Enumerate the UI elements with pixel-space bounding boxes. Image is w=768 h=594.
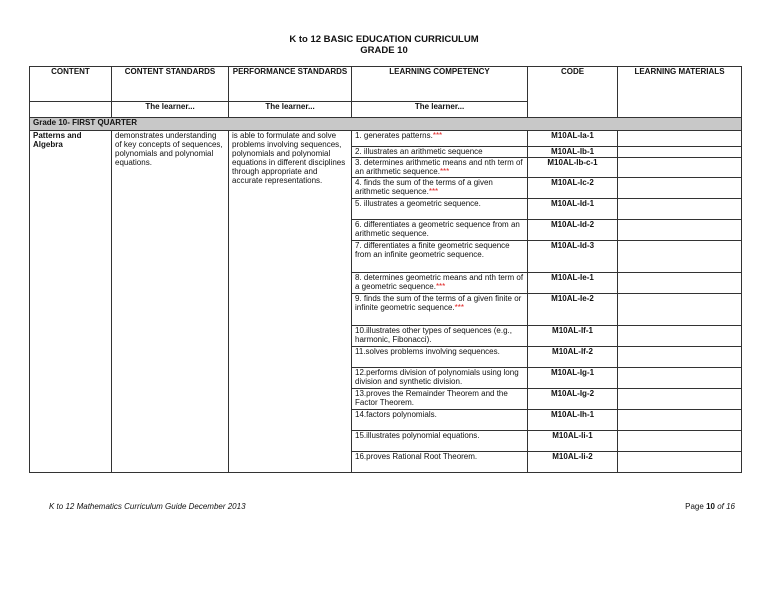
code-cell: M10AL-Id-2	[528, 220, 618, 241]
competency-cell	[352, 158, 528, 178]
materials-cell	[618, 389, 742, 410]
materials-cell	[618, 347, 742, 368]
competency-text: 4. finds the sum of the terms of a given arithmetic sequence.	[355, 178, 493, 196]
competency-cell	[352, 410, 528, 431]
materials-cell	[618, 273, 742, 294]
competency-cell	[352, 431, 528, 452]
performance-standards-learner: The learner...	[229, 102, 352, 118]
star-marker: ***	[439, 167, 450, 176]
star-marker: ***	[428, 187, 439, 196]
materials-cell	[618, 131, 742, 147]
competency-cell	[352, 241, 528, 273]
competency-cell	[352, 347, 528, 368]
materials-cell	[618, 220, 742, 241]
col-content-header: CONTENT	[30, 67, 112, 102]
code-cell: M10AL-If-1	[528, 326, 618, 347]
quarter-label: Grade 10- FIRST QUARTER	[30, 118, 742, 131]
materials-cell	[618, 241, 742, 273]
code-cell: M10AL-Ia-1	[528, 131, 618, 147]
materials-cell	[618, 158, 742, 178]
content-cell: Patterns and Algebra	[30, 131, 112, 473]
code-cell: M10AL-Id-3	[528, 241, 618, 273]
materials-cell	[618, 178, 742, 199]
code-cell: M10AL-Ie-2	[528, 294, 618, 326]
competency-text: 12.performs division of polynomials using long division and synthetic division.	[355, 368, 519, 386]
competency-cell	[352, 389, 528, 410]
materials-cell	[618, 410, 742, 431]
code-cell: M10AL-Ig-1	[528, 368, 618, 389]
page-number: 10	[706, 502, 715, 511]
competency-learner: The learner...	[352, 102, 528, 118]
grade-title: GRADE 10	[360, 45, 408, 56]
materials-cell	[618, 294, 742, 326]
code-cell: M10AL-If-2	[528, 347, 618, 368]
materials-cell	[618, 452, 742, 473]
col-code-header: CODE	[528, 67, 618, 118]
code-cell: M10AL-Ib-1	[528, 147, 618, 158]
col-content-standards-header: CONTENT STANDARDS	[112, 67, 229, 102]
competency-cell	[352, 131, 528, 147]
competency-cell	[352, 199, 528, 220]
competency-text: 11.solves problems involving sequences.	[355, 347, 500, 356]
code-cell: M10AL-Ii-2	[528, 452, 618, 473]
competency-text: 14.factors polynomials.	[355, 410, 437, 419]
performance-standard-cell: is able to formulate and solve problems involving sequences, polynomials and polynomial equations in different disciplines through appropriate and accurate representations.	[229, 131, 352, 473]
document-title: K to 12 BASIC EDUCATION CURRICULUM	[289, 34, 479, 45]
footer-guide: K to 12 Mathematics Curriculum Guide December 2013	[49, 502, 246, 511]
competency-text: 7. differentiates a finite geometric sequence from an infinite geometric sequence.	[355, 241, 510, 259]
content-standards-learner: The learner...	[112, 102, 229, 118]
materials-cell	[618, 326, 742, 347]
curriculum-table	[29, 66, 742, 473]
materials-cell	[618, 199, 742, 220]
code-cell: M10AL-Ii-1	[528, 431, 618, 452]
competency-text: 1. generates patterns.	[355, 131, 433, 140]
content-learner-blank	[30, 102, 112, 118]
quarter-row	[30, 118, 742, 131]
competency-cell	[352, 326, 528, 347]
materials-cell	[618, 147, 742, 158]
star-marker: ***	[454, 303, 464, 312]
table-row	[30, 131, 742, 147]
footer-page	[685, 502, 735, 511]
competency-text: 2. illustrates an arithmetic sequence	[355, 147, 483, 156]
code-cell: M10AL-Ic-2	[528, 178, 618, 199]
competency-text: 13.proves the Remainder Theorem and the Factor Theorem.	[355, 389, 508, 407]
competency-text: 3. determines arithmetic means and nth term of an arithmetic sequence.	[355, 158, 523, 176]
competency-cell	[352, 178, 528, 199]
materials-cell	[618, 368, 742, 389]
col-learning-competency-header: LEARNING COMPETENCY	[352, 67, 528, 102]
competency-text: 8. determines geometric means and nth term of a geometric sequence.	[355, 273, 524, 291]
competency-cell	[352, 273, 528, 294]
competency-text: 15.illustrates polynomial equations.	[355, 431, 480, 440]
code-cell: M10AL-Id-1	[528, 199, 618, 220]
code-cell: M10AL-Ib-c-1	[528, 158, 618, 178]
code-cell: M10AL-Ie-1	[528, 273, 618, 294]
col-learning-materials-header: LEARNING MATERIALS	[618, 67, 742, 118]
code-cell: M10AL-Ig-2	[528, 389, 618, 410]
competency-cell	[352, 220, 528, 241]
competency-cell	[352, 147, 528, 158]
header-row	[30, 67, 742, 102]
competency-cell	[352, 368, 528, 389]
competency-cell	[352, 294, 528, 326]
competency-text: 6. differentiates a geometric sequence from an arithmetic sequence.	[355, 220, 520, 238]
competency-text: 9. finds the sum of the terms of a given finite or infinite geometric sequence.	[355, 294, 522, 312]
competency-text: 16.proves Rational Root Theorem.	[355, 452, 478, 461]
competency-text: 5. illustrates a geometric sequence.	[355, 199, 481, 208]
code-cell: M10AL-Ih-1	[528, 410, 618, 431]
competency-text: 10.illustrates other types of sequences (e.g., harmonic, Fibonacci).	[355, 326, 512, 344]
page-suffix: of 16	[717, 502, 735, 511]
competency-cell	[352, 452, 528, 473]
col-performance-standards-header: PERFORMANCE STANDARDS	[229, 67, 352, 102]
content-standard-cell: demonstrates understanding of key concepts of sequences, polynomials and polynomial equations.	[112, 131, 229, 473]
star-marker: ***	[432, 131, 443, 140]
materials-cell	[618, 431, 742, 452]
page-prefix: Page	[685, 502, 704, 511]
star-marker: ***	[435, 282, 446, 291]
